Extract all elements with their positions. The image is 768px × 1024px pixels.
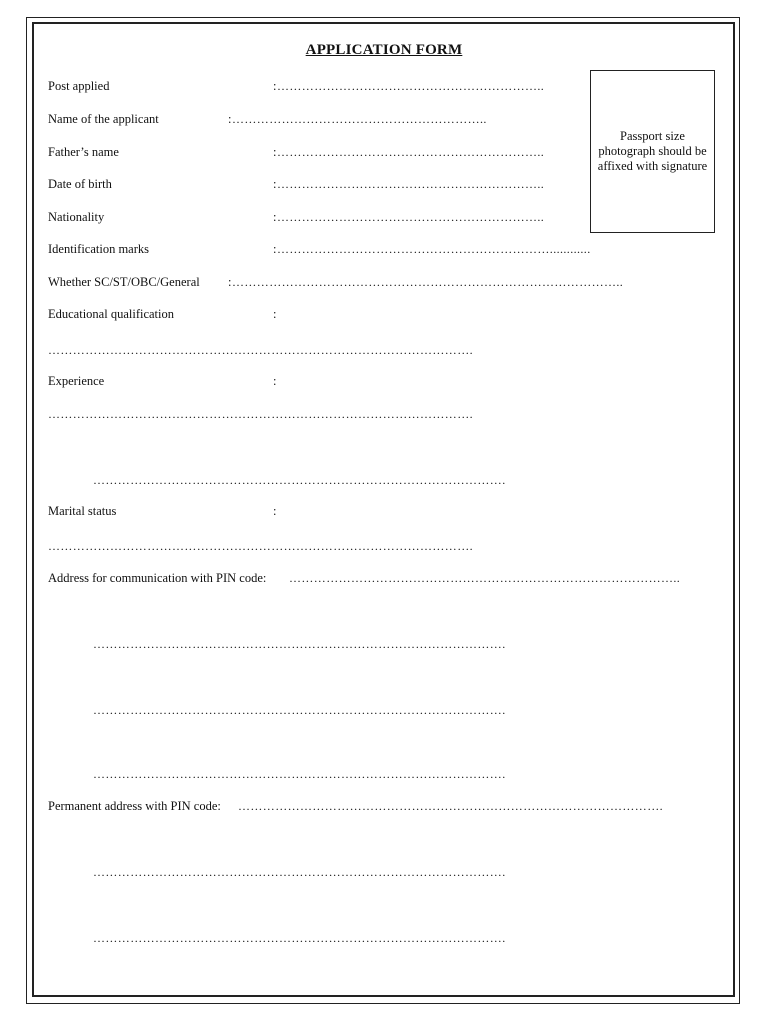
- permanent-address-line-1[interactable]: ……………………………………………………………………………………….: [93, 865, 506, 879]
- colon: :: [273, 177, 277, 191]
- label-name: Name of the applicant: [48, 112, 159, 126]
- label-permanent-address: Permanent address with PIN code:: [48, 799, 221, 813]
- experience-line-1[interactable]: ………………………………………………………………………………………….: [48, 407, 473, 421]
- name-field[interactable]: ……………………………………………………..: [232, 112, 487, 126]
- label-post-applied: Post applied: [48, 79, 110, 93]
- nationality-field[interactable]: ………………………………………………………..: [277, 210, 545, 224]
- father-name-field[interactable]: ………………………………………………………..: [277, 145, 545, 159]
- communication-address-line-2[interactable]: ……………………………………………………………………………………….: [93, 703, 506, 717]
- form-title: APPLICATION FORM: [305, 42, 463, 58]
- colon: :: [273, 307, 277, 321]
- colon: :: [273, 145, 277, 159]
- experience-line-2[interactable]: ……………………………………………………………………………………….: [93, 473, 506, 487]
- label-nationality: Nationality: [48, 210, 105, 224]
- marital-status-line[interactable]: ………………………………………………………………………………………….: [48, 539, 473, 553]
- permanent-address-field[interactable]: ………………………………………………………………………………………….: [238, 799, 663, 813]
- communication-address-field[interactable]: …………………………………………………………………………………..: [289, 571, 681, 585]
- label-category: Whether SC/ST/OBC/General: [48, 275, 200, 289]
- post-applied-field[interactable]: ………………………………………………………..: [277, 79, 545, 93]
- label-educational-qualification: Educational qualification: [48, 307, 174, 321]
- label-identification-marks: Identification marks: [48, 242, 150, 256]
- colon: :: [273, 210, 277, 224]
- identification-marks-field[interactable]: …………………………………………………………............: [277, 242, 591, 256]
- label-experience: Experience: [48, 374, 105, 388]
- colon: :: [228, 112, 232, 126]
- label-father-name: Father’s name: [48, 145, 119, 159]
- photo-box: Passport size photograph should be affixed with signature: [590, 70, 715, 233]
- label-dob: Date of birth: [48, 177, 112, 191]
- category-field[interactable]: …………………………………………………………………………………..: [232, 275, 624, 289]
- educational-qualification-line[interactable]: ………………………………………………………………………………………….: [48, 343, 473, 357]
- label-marital-status: Marital status: [48, 504, 117, 518]
- communication-address-line-3[interactable]: ……………………………………………………………………………………….: [93, 767, 506, 781]
- colon: :: [273, 242, 277, 256]
- colon: :: [273, 79, 277, 93]
- dob-field[interactable]: ………………………………………………………..: [277, 177, 545, 191]
- colon: :: [273, 374, 277, 388]
- colon: :: [273, 504, 277, 518]
- communication-address-line-1[interactable]: ……………………………………………………………………………………….: [93, 637, 506, 651]
- permanent-address-line-2[interactable]: ……………………………………………………………………………………….: [93, 931, 506, 945]
- label-communication-address: Address for communication with PIN code:: [48, 571, 267, 585]
- colon: :: [228, 275, 232, 289]
